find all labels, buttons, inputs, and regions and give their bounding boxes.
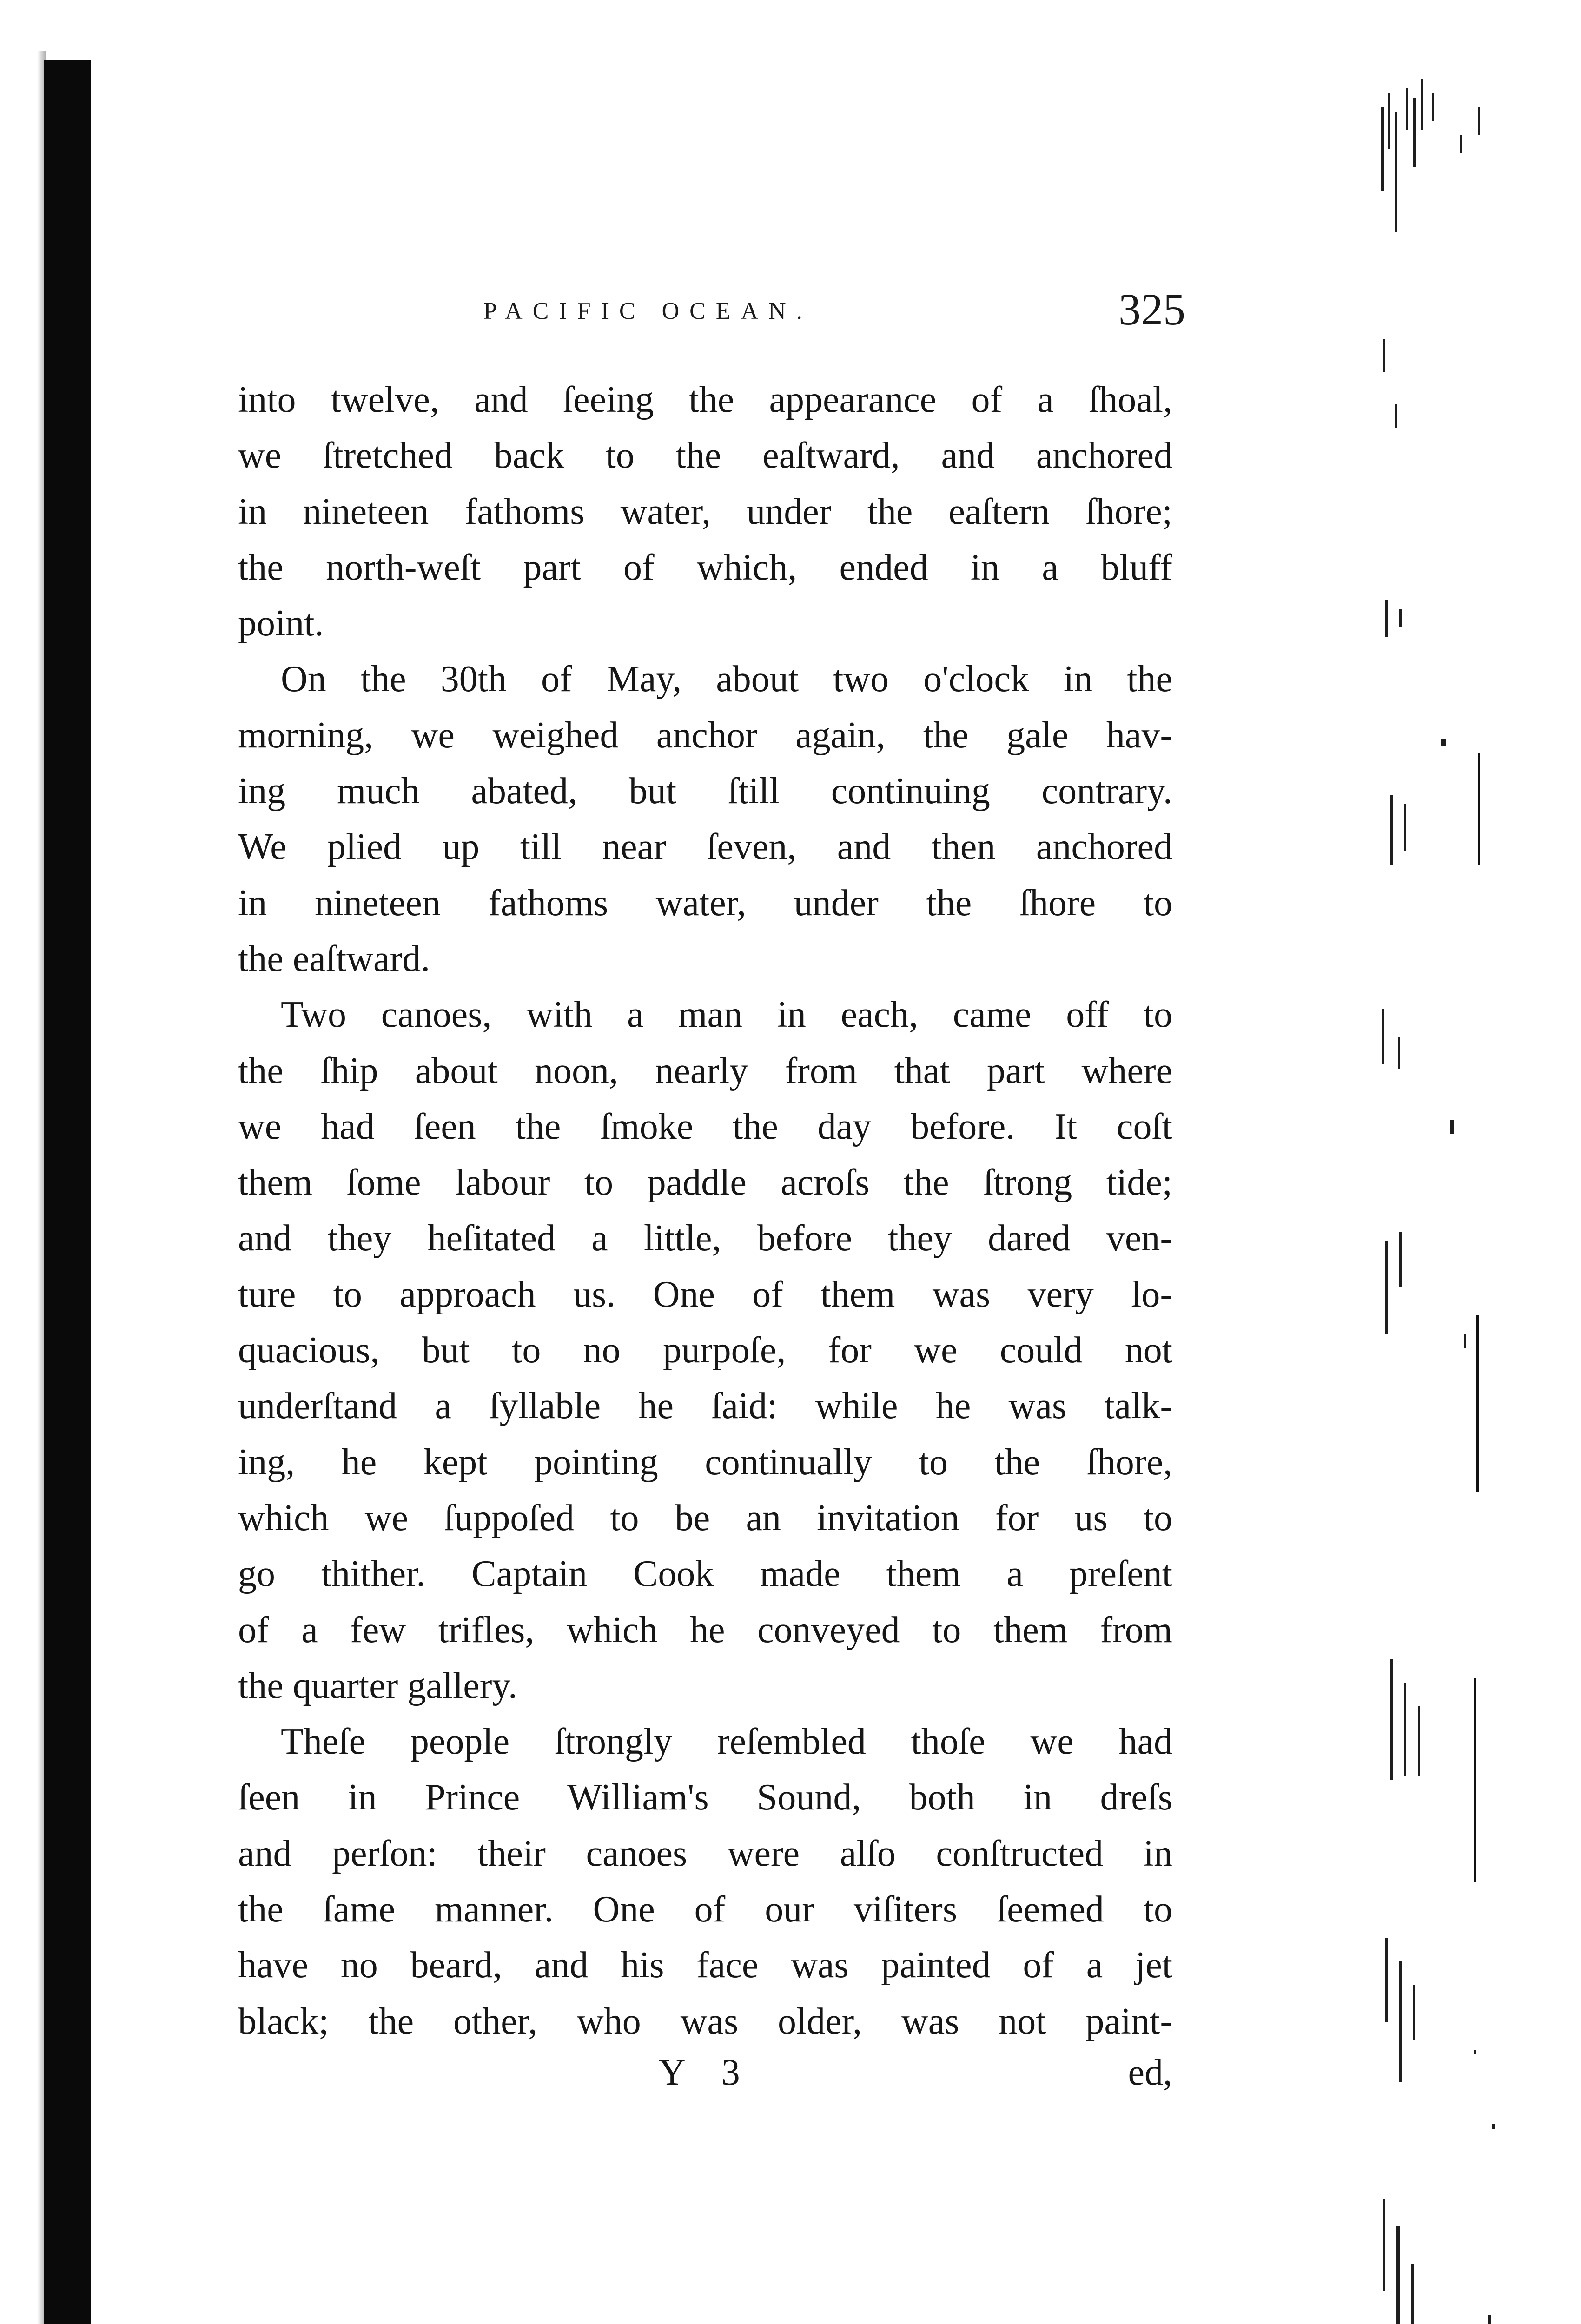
paragraph-3 [238, 987, 1172, 1714]
paragraph-4 [238, 1714, 1172, 2049]
edge-noise-graphic [1376, 79, 1534, 2324]
text-line: the ſame manner. One of our viſiters ſeemed to [238, 1889, 1172, 1930]
text-line: Theſe people ſtrongly reſembled thoſe we had [281, 1721, 1172, 1763]
body-text [238, 372, 1172, 2049]
running-title: PACIFIC OCEAN. [483, 298, 813, 324]
text-line: We plied up till near ſeven, and then anchored [238, 826, 1172, 868]
text-line: them ſome labour to paddle acroſs the ſtrong tide; [238, 1162, 1172, 1203]
text-line: On the 30th of May, about two o'clock in the [281, 659, 1172, 700]
text-line: the north-weſt part of which, ended in a bluff [238, 547, 1172, 588]
text-line: go thither. Captain Cook made them a preſent [238, 1553, 1172, 1595]
text-line: we ſtretched back to the eaſtward, and anchored [238, 435, 1172, 476]
text-line: in nineteen fathoms water, under the eaſtern ſhore; [238, 491, 1172, 532]
signature-mark: Y 3 [659, 2052, 754, 2093]
text-line: Two canoes, with a man in each, came off to [281, 994, 1172, 1036]
text-line: we had ſeen the ſmoke the day before. It coſt [238, 1106, 1172, 1147]
paragraph-1 [238, 372, 1172, 651]
text-line: and perſon: their canoes were alſo conſtructed in [238, 1833, 1172, 1874]
text-line: have no beard, and his face was painted of a jet [238, 1945, 1172, 1986]
page-number: 325 [1118, 284, 1185, 334]
text-line: ture to approach us. One of them was very lo- [238, 1274, 1172, 1315]
text-line: the ſhip about noon, nearly from that part where [238, 1050, 1172, 1091]
text-line: point. [238, 603, 324, 644]
text-line: ſeen in Prince William's Sound, both in dreſs [238, 1777, 1172, 1818]
text-line: black; the other, who was older, was not paint- [238, 2000, 1172, 2042]
running-head [232, 284, 1185, 349]
text-line: morning, we weighed anchor again, the gale hav- [238, 714, 1172, 756]
paragraph-2 [238, 651, 1172, 987]
text-line: the eaſtward. [238, 938, 430, 979]
text-line: in nineteen fathoms water, under the ſhore to [238, 882, 1172, 924]
text-line: ing, he kept pointing continually to the ſhore, [238, 1441, 1172, 1483]
text-line: into twelve, and ſeeing the appearance of a ſhoal, [238, 379, 1172, 420]
page-footer [238, 2054, 1172, 2114]
page-edge-scan-noise [1376, 79, 1534, 2324]
binding-shadow [44, 60, 91, 2324]
text-line: ing much abated, but ſtill continuing contrary. [238, 771, 1172, 812]
text-line: underſtand a ſyllable he ſaid: while he was talk- [238, 1386, 1172, 1427]
catchword: ed, [1128, 2052, 1172, 2093]
text-line: of a few trifles, which he conveyed to them from [238, 1609, 1172, 1651]
text-line: which we ſuppoſed to be an invitation for us to [238, 1497, 1172, 1538]
text-line: quacious, but to no purpoſe, for we could not [238, 1330, 1172, 1371]
text-line: the quarter gallery. [238, 1665, 518, 1706]
text-line: and they heſitated a little, before they dared ven- [238, 1218, 1172, 1259]
